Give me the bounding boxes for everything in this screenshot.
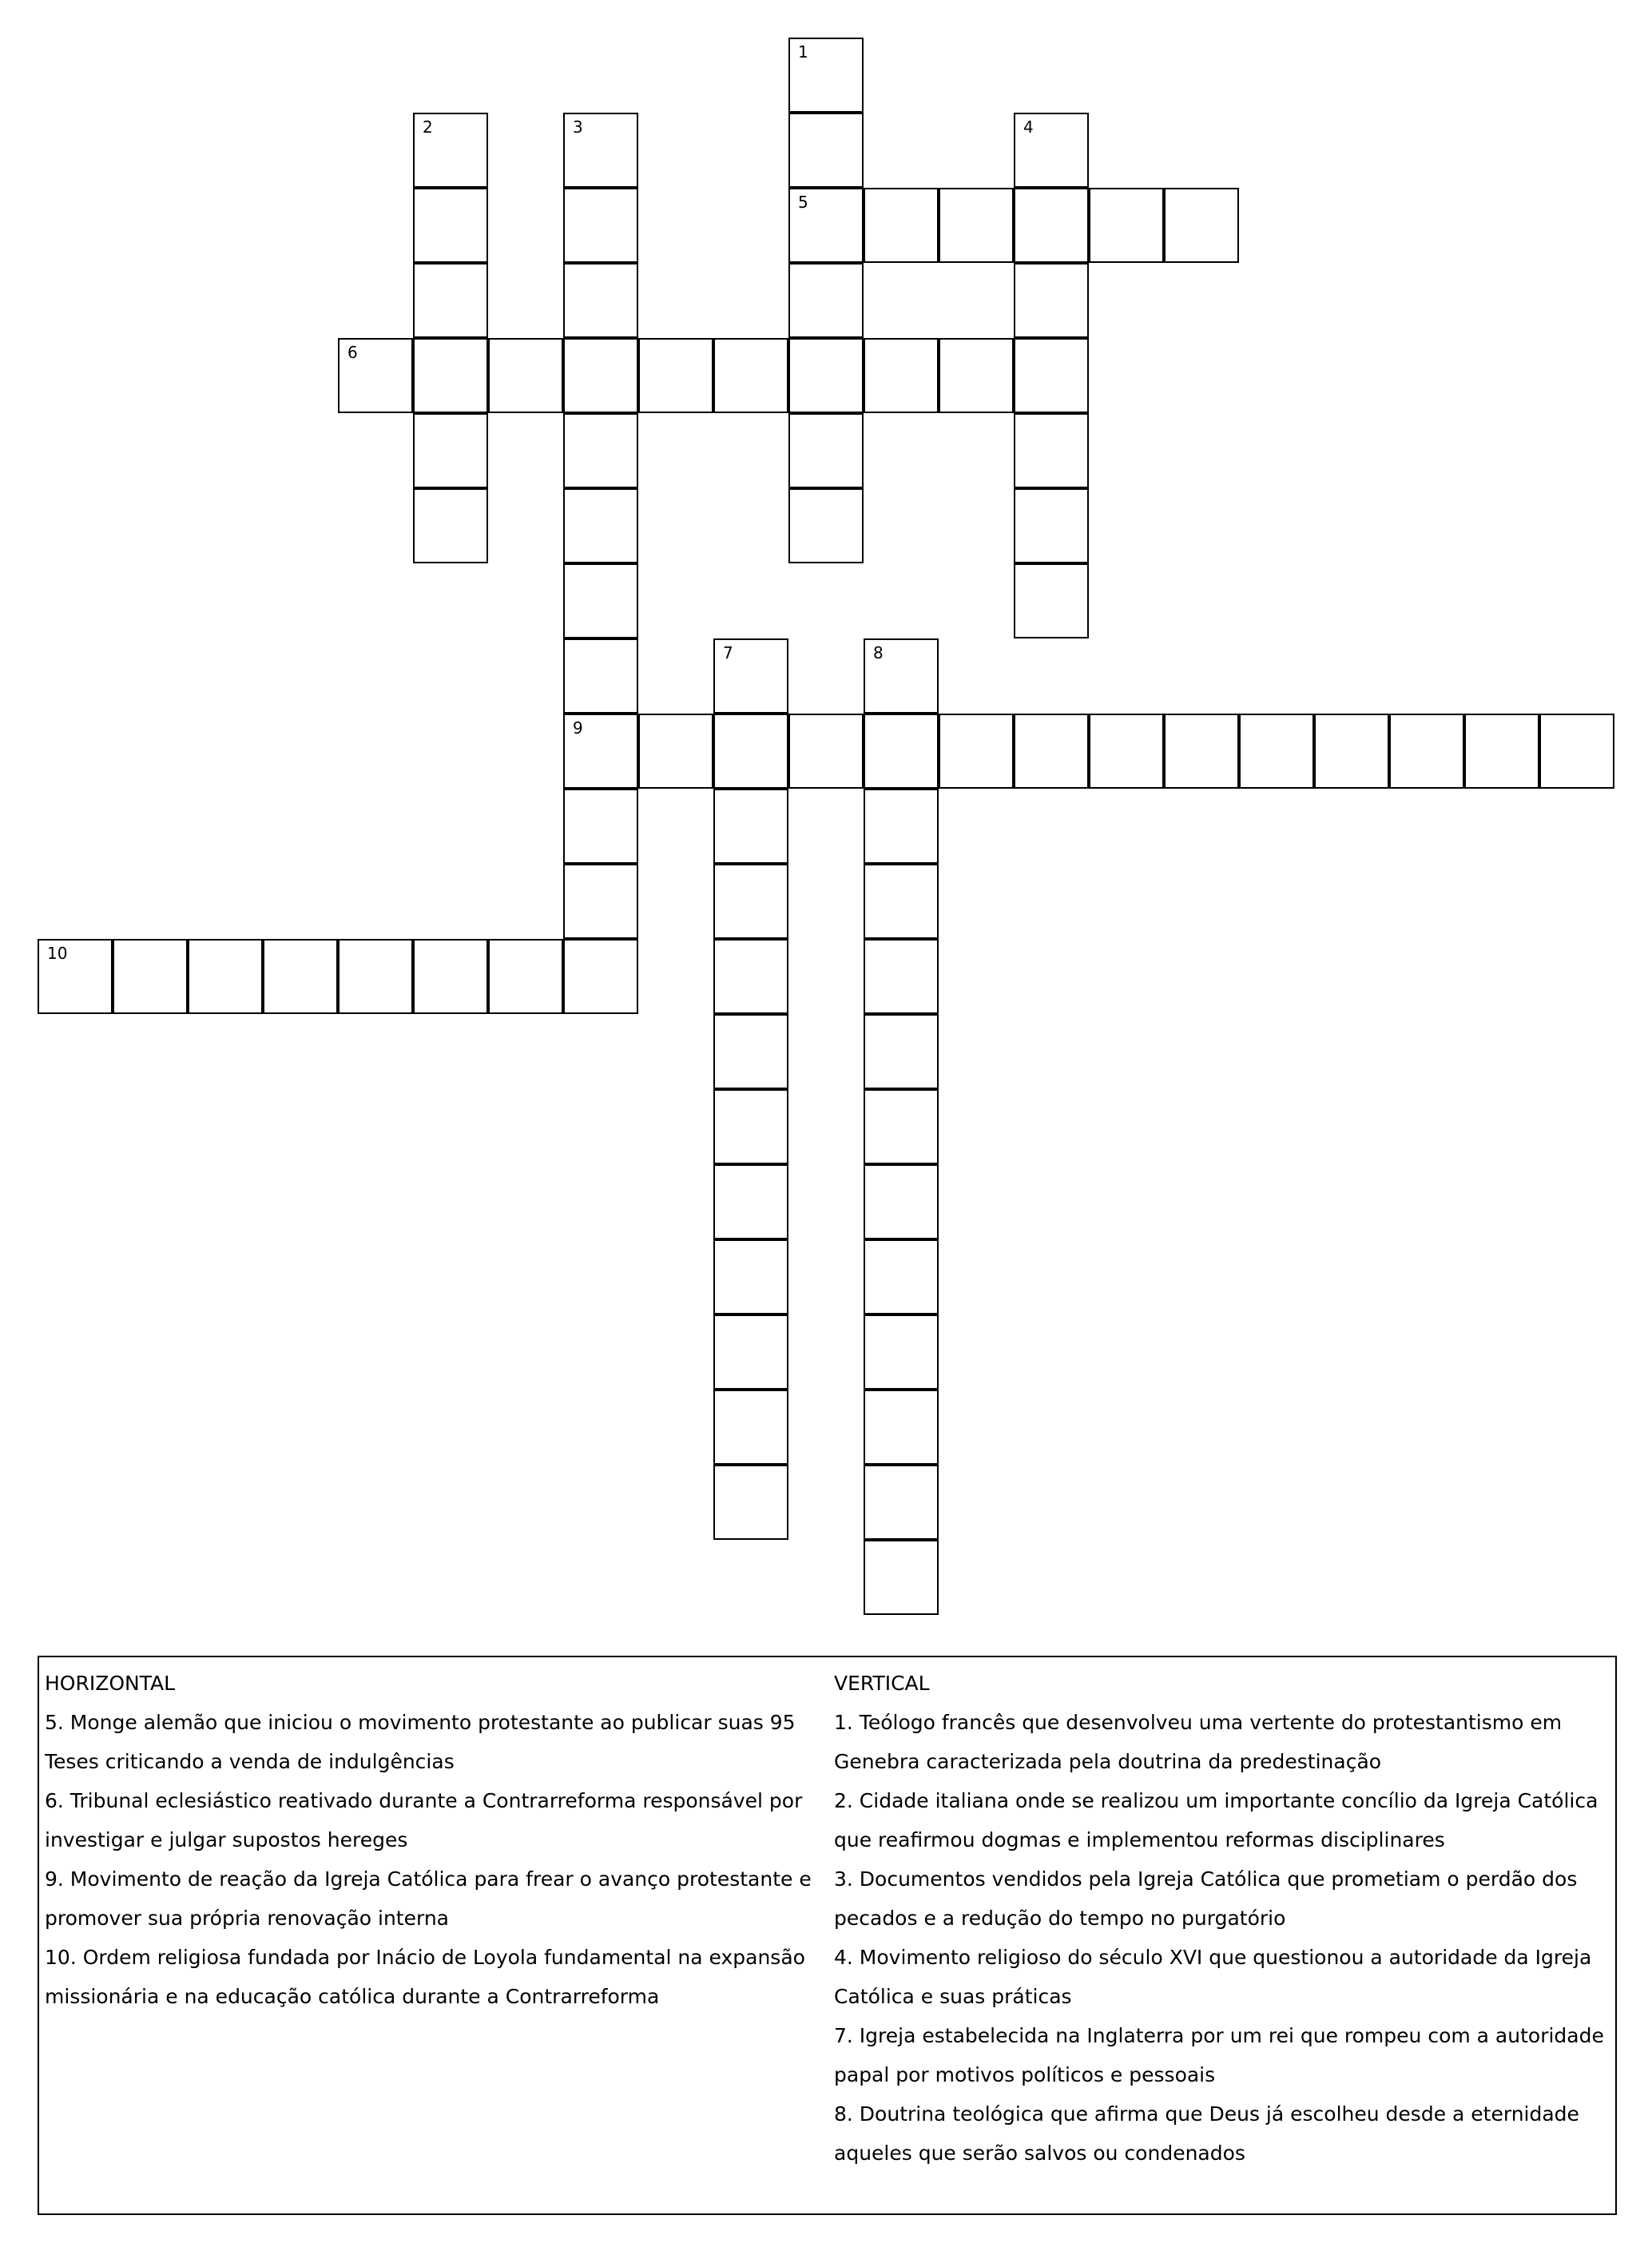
clue-number: 3 xyxy=(573,117,583,137)
clue-vertical-8: 8. Doutrina teológica que afirma que Deus já escolheu desde a eternidade aqueles que serão salvos ou condenados xyxy=(834,2102,1579,2165)
grid-cell[interactable] xyxy=(864,1390,939,1465)
clue-number: 4 xyxy=(1023,117,1034,137)
clue-number: 9 xyxy=(573,718,583,738)
grid-cell[interactable] xyxy=(713,789,788,864)
clue-horizontal-6: 6. Tribunal eclesiástico reativado durante a Contrarreforma responsável por investigar e julgar supostos hereges xyxy=(45,1789,803,1851)
grid-cell[interactable] xyxy=(638,338,713,413)
clue-horizontal-9: 9. Movimento de reação da Igreja Católica para frear o avanço protestante e promover sua própria renovação interna xyxy=(45,1867,812,1930)
grid-cell[interactable] xyxy=(939,338,1014,413)
grid-cell[interactable] xyxy=(413,188,488,263)
grid-cell[interactable] xyxy=(1089,714,1164,789)
grid-cell[interactable] xyxy=(413,939,488,1014)
grid-cell[interactable] xyxy=(1014,563,1089,638)
grid-cell[interactable] xyxy=(864,1465,939,1540)
grid-cell[interactable] xyxy=(713,714,788,789)
grid-cell[interactable] xyxy=(788,338,864,413)
clue-number: 8 xyxy=(873,643,884,662)
grid-cell[interactable] xyxy=(1164,188,1239,263)
grid-cell[interactable] xyxy=(1014,113,1089,188)
grid-cell[interactable] xyxy=(1089,188,1164,263)
grid-cell[interactable] xyxy=(563,638,638,714)
grid-cell[interactable] xyxy=(38,939,113,1014)
grid-cell[interactable] xyxy=(1314,714,1389,789)
grid-cell[interactable] xyxy=(338,939,413,1014)
grid-cell[interactable] xyxy=(638,714,713,789)
grid-cell[interactable] xyxy=(338,338,413,413)
grid-cell[interactable] xyxy=(713,1390,788,1465)
grid-cell[interactable] xyxy=(713,1314,788,1390)
grid-cell[interactable] xyxy=(1014,263,1089,338)
clue-number: 7 xyxy=(723,643,733,662)
grid-cell[interactable] xyxy=(563,188,638,263)
clue-horizontal-5: 5. Monge alemão que iniciou o movimento protestante ao publicar suas 95 Teses criticando a venda de indulgências xyxy=(45,1711,796,1773)
grid-cell[interactable] xyxy=(864,1540,939,1615)
grid-cell[interactable] xyxy=(939,714,1014,789)
grid-cell[interactable] xyxy=(563,939,638,1014)
grid-cell[interactable] xyxy=(563,338,638,413)
grid-cell[interactable] xyxy=(713,939,788,1014)
grid-cell[interactable] xyxy=(864,188,939,263)
grid-cell[interactable] xyxy=(788,413,864,488)
horizontal-heading: HORIZONTAL xyxy=(45,1672,176,1695)
clue-number: 10 xyxy=(47,944,68,963)
grid-cell[interactable] xyxy=(864,338,939,413)
grid-cell[interactable] xyxy=(1014,714,1089,789)
grid-cell[interactable] xyxy=(413,413,488,488)
clue-number: 5 xyxy=(798,193,808,212)
grid-cell[interactable] xyxy=(563,789,638,864)
grid-cell[interactable] xyxy=(563,714,638,789)
grid-cell[interactable] xyxy=(864,1314,939,1390)
grid-cell[interactable] xyxy=(1164,714,1239,789)
clue-horizontal-10: 10. Ordem religiosa fundada por Inácio de Loyola fundamental na expansão missionária e na educação católica durante a Contrarreforma xyxy=(45,1946,805,2008)
grid-cell[interactable] xyxy=(1539,714,1614,789)
grid-cell[interactable] xyxy=(188,939,263,1014)
horizontal-clues xyxy=(45,1664,820,2016)
grid-cell[interactable] xyxy=(713,1164,788,1239)
grid-cell[interactable] xyxy=(1014,188,1089,263)
grid-cell[interactable] xyxy=(864,939,939,1014)
grid-cell[interactable] xyxy=(788,188,864,263)
grid-cell[interactable] xyxy=(263,939,338,1014)
grid-cell[interactable] xyxy=(864,1014,939,1089)
grid-cell[interactable] xyxy=(788,714,864,789)
grid-cell[interactable] xyxy=(488,939,563,1014)
grid-cell[interactable] xyxy=(1389,714,1464,789)
grid-cell[interactable] xyxy=(864,714,939,789)
grid-cell[interactable] xyxy=(713,338,788,413)
grid-cell[interactable] xyxy=(864,1089,939,1164)
grid-cell[interactable] xyxy=(563,113,638,188)
clue-vertical-3: 3. Documentos vendidos pela Igreja Católica que prometiam o perdão dos pecados e a redução do tempo no purgatório xyxy=(834,1867,1578,1930)
clue-number: 2 xyxy=(423,117,433,137)
clue-number: 1 xyxy=(798,42,808,62)
grid-cell[interactable] xyxy=(413,488,488,563)
grid-cell[interactable] xyxy=(563,263,638,338)
clue-vertical-1: 1. Teólogo francês que desenvolveu uma vertente do protestantismo em Genebra caracterizada pela doutrina da predestinação xyxy=(834,1711,1563,1773)
grid-cell[interactable] xyxy=(788,38,864,113)
grid-cell[interactable] xyxy=(488,338,563,413)
grid-cell[interactable] xyxy=(864,1239,939,1314)
grid-cell[interactable] xyxy=(563,488,638,563)
grid-cell[interactable] xyxy=(939,188,1014,263)
vertical-heading: VERTICAL xyxy=(834,1672,930,1695)
grid-cell[interactable] xyxy=(1014,338,1089,413)
grid-cell[interactable] xyxy=(413,113,488,188)
grid-cell[interactable] xyxy=(563,864,638,939)
grid-cell[interactable] xyxy=(413,338,488,413)
grid-cell[interactable] xyxy=(864,1164,939,1239)
grid-cell[interactable] xyxy=(563,413,638,488)
grid-cell[interactable] xyxy=(713,1239,788,1314)
grid-cell[interactable] xyxy=(713,638,788,714)
grid-cell[interactable] xyxy=(788,263,864,338)
grid-cell[interactable] xyxy=(1239,714,1314,789)
clue-vertical-7: 7. Igreja estabelecida na Inglaterra por um rei que rompeu com a autoridade papal por motivos políticos e pessoais xyxy=(834,2024,1604,2086)
grid-cell[interactable] xyxy=(788,113,864,188)
grid-cell[interactable] xyxy=(713,1089,788,1164)
grid-cell[interactable] xyxy=(1014,488,1089,563)
vertical-clues xyxy=(834,1664,1613,2173)
grid-cell[interactable] xyxy=(864,789,939,864)
grid-cell[interactable] xyxy=(563,563,638,638)
grid-cell[interactable] xyxy=(864,638,939,714)
grid-cell[interactable] xyxy=(1464,714,1539,789)
clue-vertical-2: 2. Cidade italiana onde se realizou um importante concílio da Igreja Católica que reafirmou dogmas e implementou reformas disciplinares xyxy=(834,1789,1598,1851)
grid-cell[interactable] xyxy=(713,864,788,939)
grid-cell[interactable] xyxy=(713,1014,788,1089)
grid-cell[interactable] xyxy=(413,263,488,338)
clue-number: 6 xyxy=(347,343,358,362)
grid-cell[interactable] xyxy=(1014,413,1089,488)
clues-box xyxy=(38,1656,1617,2215)
grid-cell[interactable] xyxy=(788,488,864,563)
clue-vertical-4: 4. Movimento religioso do século XVI que questionou a autoridade da Igreja Católica e suas práticas xyxy=(834,1946,1592,2008)
grid-cell[interactable] xyxy=(713,1465,788,1540)
grid-cell[interactable] xyxy=(864,864,939,939)
grid-cell[interactable] xyxy=(113,939,188,1014)
